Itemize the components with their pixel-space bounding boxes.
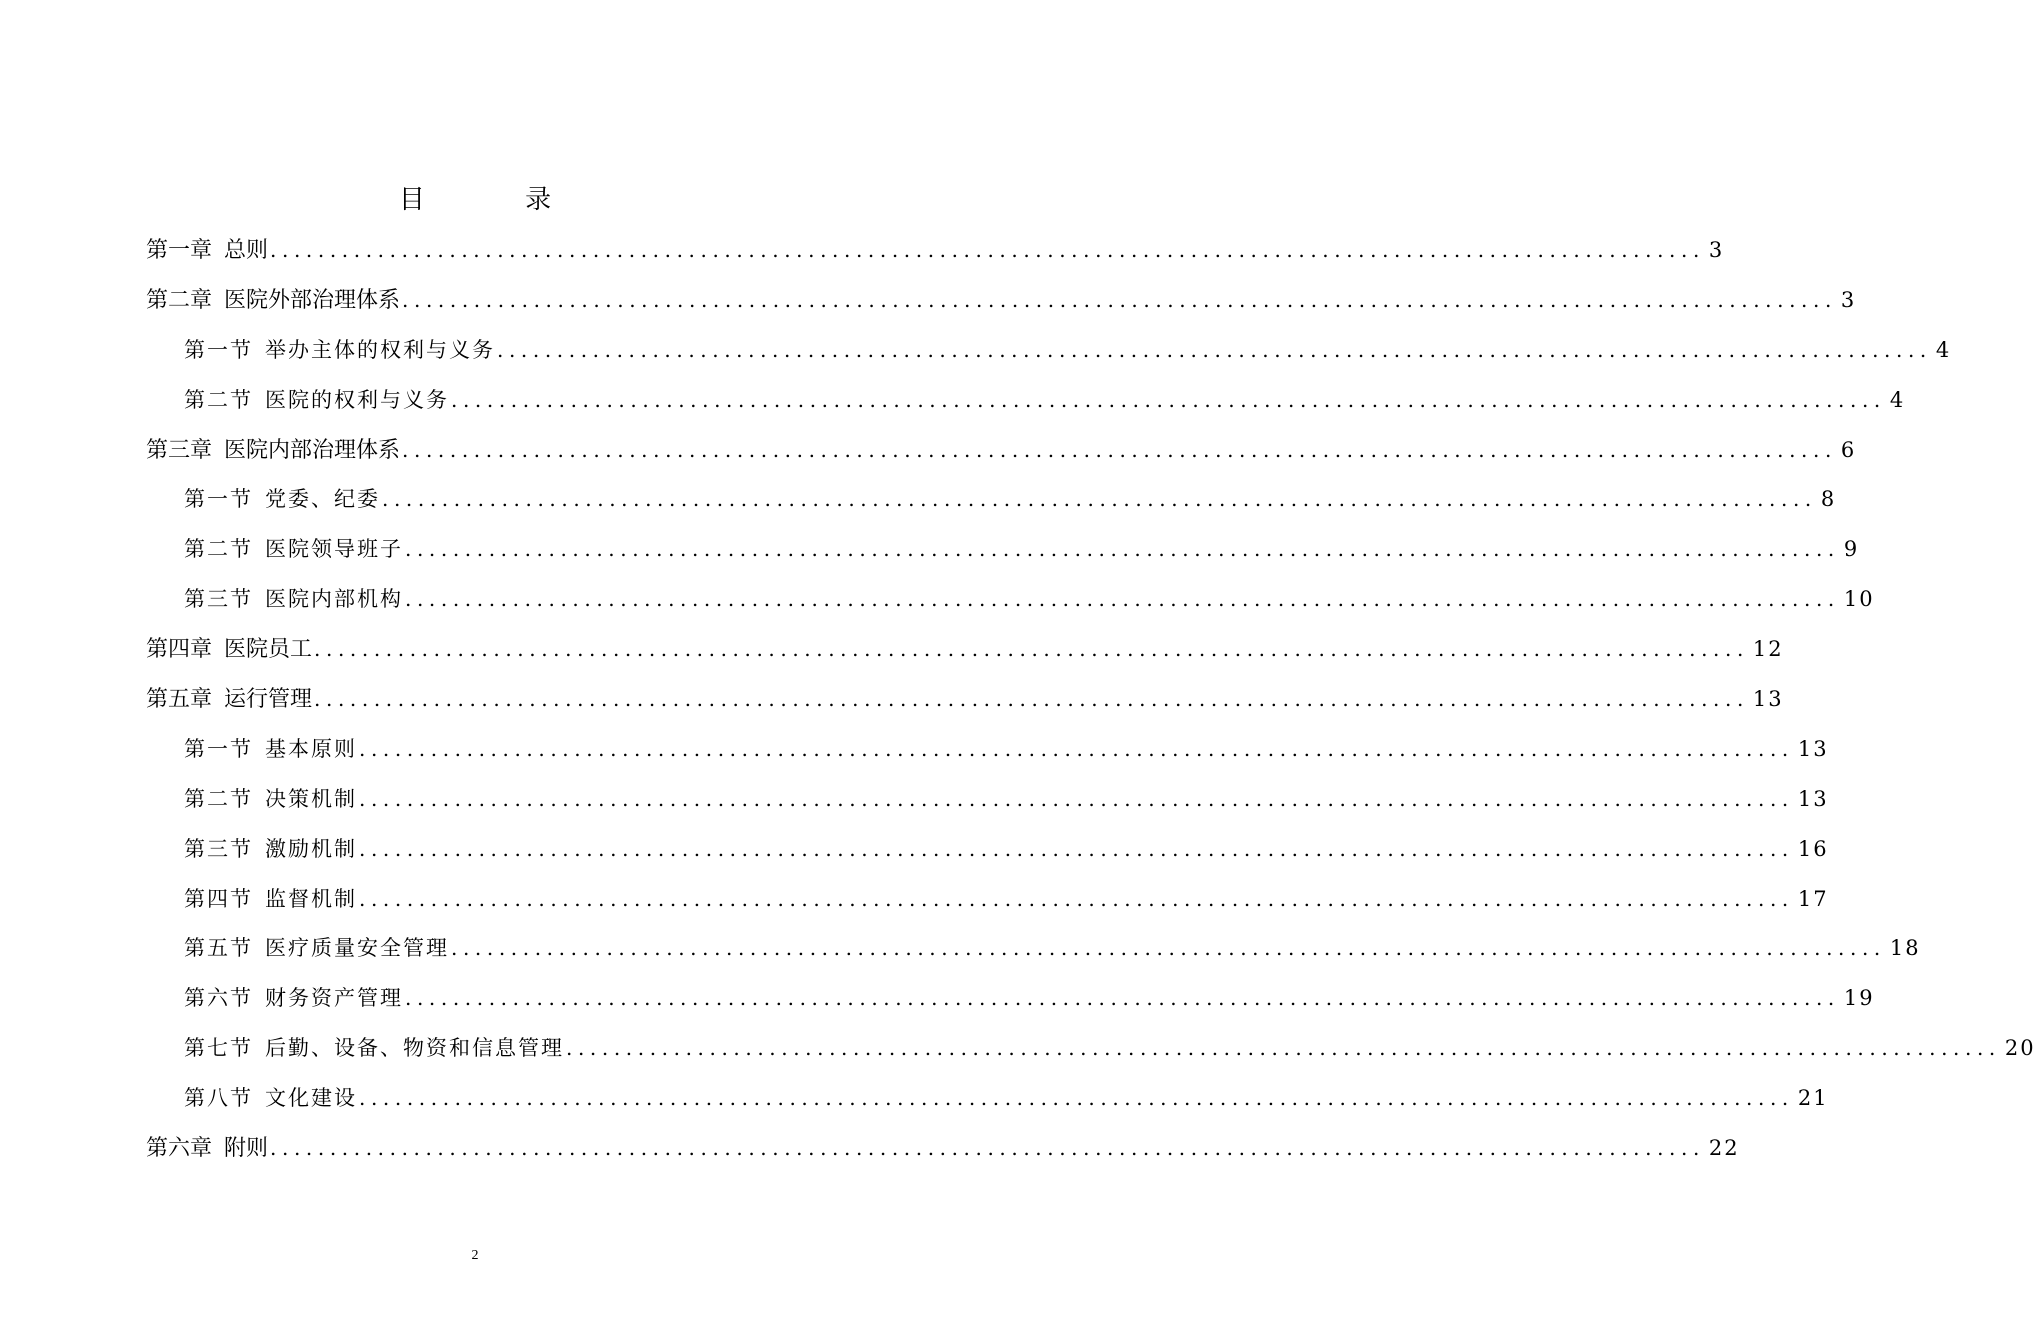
toc-entry-page: 13	[1752, 687, 1784, 712]
dot-leader: ........................................................................................................................	[402, 437, 1837, 462]
toc-entry-text	[146, 1129, 268, 1169]
toc-entry[interactable]	[146, 1128, 1740, 1178]
toc-entry-title: 医院内部机构	[265, 587, 403, 612]
toc-entry[interactable]	[146, 230, 1725, 280]
toc-entry-text	[184, 729, 357, 769]
toc-entry-title: 医院的权利与义务	[265, 387, 449, 412]
dot-leader: ........................................................................................................................	[405, 587, 1840, 612]
toc-entry[interactable]	[146, 779, 1829, 829]
dot-leader: ........................................................................................................................	[497, 337, 1932, 362]
table-of-contents	[146, 230, 2036, 1178]
toc-entry[interactable]	[146, 679, 1784, 729]
toc-entry-text	[184, 779, 357, 819]
toc-entry-page: 13	[1797, 736, 1829, 761]
dot-leader: ........................................................................................................................	[405, 537, 1840, 562]
dot-leader: ........................................................................................................................	[314, 637, 1749, 662]
toc-entry-label: 第二章	[146, 287, 213, 313]
toc-entry-text	[184, 1078, 357, 1118]
toc-entry-title: 医院内部治理体系	[224, 437, 401, 463]
toc-entry-title: 医院员工	[224, 637, 313, 663]
toc-entry-label: 第四章	[146, 637, 213, 663]
toc-entry[interactable]	[146, 330, 1952, 380]
toc-entry-label: 第一章	[146, 238, 213, 263]
toc-entry-page: 9	[1843, 537, 1860, 562]
toc-entry[interactable]	[146, 829, 1829, 879]
toc-entry[interactable]	[146, 380, 1906, 430]
toc-entry-title: 总则	[224, 238, 269, 263]
toc-entry-page: 10	[1843, 587, 1875, 612]
toc-entry-text	[184, 978, 403, 1018]
toc-entry-text	[146, 630, 312, 670]
toc-entry-label: 第六章	[146, 1136, 213, 1162]
toc-entry-label: 第二节	[184, 786, 253, 811]
dot-leader: ........................................................................................................................	[359, 836, 1794, 861]
toc-entry[interactable]	[146, 579, 1875, 629]
dot-leader: ........................................................................................................................	[314, 687, 1749, 712]
toc-entry-label: 第三章	[146, 437, 213, 463]
toc-entry-text	[146, 680, 312, 720]
toc-entry-text	[184, 829, 357, 869]
toc-entry-title: 举办主体的权利与义务	[265, 337, 495, 362]
toc-entry-title: 决策机制	[265, 786, 357, 811]
toc-entry-text	[184, 928, 449, 968]
toc-entry-label: 第五章	[146, 687, 213, 713]
toc-entry[interactable]	[146, 529, 1860, 579]
dot-leader: ........................................................................................................................	[402, 287, 1837, 312]
toc-entry[interactable]	[146, 1078, 1829, 1128]
toc-entry-text	[184, 529, 403, 569]
toc-entry-title: 文化建设	[265, 1086, 357, 1111]
toc-entry[interactable]	[146, 928, 1921, 978]
toc-entry-page: 4	[1889, 387, 1906, 412]
toc-entry-label: 第三节	[184, 587, 253, 612]
toc-entry-title: 党委、纪委	[265, 487, 380, 512]
dot-leader: ........................................................................................................................	[382, 487, 1817, 512]
toc-entry-text	[184, 330, 495, 370]
toc-entry-text	[184, 879, 357, 919]
dot-leader: ........................................................................................................................	[451, 936, 1886, 961]
dot-leader: ........................................................................................................................	[270, 1136, 1705, 1161]
toc-entry[interactable]	[146, 430, 1857, 480]
toc-entry-label: 第八节	[184, 1086, 253, 1111]
dot-leader: ........................................................................................................................	[359, 1086, 1794, 1111]
toc-entry-label: 第三节	[184, 836, 253, 861]
toc-entry-title: 后勤、设备、物资和信息管理	[265, 1036, 564, 1061]
toc-title: 目 录	[398, 185, 598, 215]
page-number: 2	[471, 1248, 479, 1263]
toc-entry-label: 第七节	[184, 1036, 253, 1061]
toc-entry-label: 第五节	[184, 936, 253, 961]
toc-entry-label: 第一节	[184, 487, 253, 512]
dot-leader: ........................................................................................................................	[270, 238, 1705, 262]
toc-entry-label: 第二节	[184, 387, 253, 412]
toc-entry-page: 20	[2004, 1036, 2036, 1061]
toc-entry-page: 3	[1708, 238, 1725, 262]
toc-entry-text	[146, 231, 268, 271]
toc-entry-text	[184, 1028, 564, 1068]
toc-entry-title: 财务资产管理	[265, 986, 403, 1011]
toc-entry-title: 医院外部治理体系	[224, 287, 401, 313]
dot-leader: ........................................................................................................................	[405, 986, 1840, 1011]
toc-entry-label: 第一节	[184, 736, 253, 761]
toc-entry-text	[184, 380, 449, 420]
toc-entry-page: 16	[1797, 836, 1829, 861]
dot-leader: ........................................................................................................................	[451, 387, 1886, 412]
dot-leader: ........................................................................................................................	[359, 886, 1794, 911]
toc-entry-title: 激励机制	[265, 836, 357, 861]
toc-entry[interactable]	[146, 280, 1857, 330]
toc-entry-page: 21	[1797, 1086, 1829, 1111]
toc-entry-page: 18	[1889, 936, 1921, 961]
toc-entry-page: 13	[1797, 786, 1829, 811]
toc-entry-page: 12	[1752, 637, 1784, 662]
toc-entry[interactable]	[146, 978, 1875, 1028]
toc-entry-title: 医院领导班子	[265, 537, 403, 562]
toc-entry-label: 第六节	[184, 986, 253, 1011]
toc-entry-page: 17	[1797, 886, 1829, 911]
toc-entry-page: 22	[1708, 1136, 1740, 1161]
toc-entry[interactable]	[146, 479, 1837, 529]
toc-entry-label: 第四节	[184, 886, 253, 911]
toc-entry[interactable]	[146, 1028, 2036, 1078]
toc-entry-page: 3	[1840, 287, 1857, 312]
toc-entry-text	[184, 479, 380, 519]
toc-entry-title: 监督机制	[265, 886, 357, 911]
dot-leader: ........................................................................................................................	[566, 1036, 2001, 1061]
toc-entry-title: 基本原则	[265, 736, 357, 761]
toc-entry-label: 第二节	[184, 537, 253, 562]
dot-leader: ........................................................................................................................	[359, 786, 1794, 811]
toc-entry[interactable]	[146, 729, 1829, 779]
toc-entry-text	[146, 281, 400, 321]
toc-entry-page: 19	[1843, 986, 1875, 1011]
toc-entry-page: 4	[1935, 337, 1952, 362]
toc-entry[interactable]	[146, 629, 1784, 679]
toc-entry[interactable]	[146, 879, 1829, 929]
toc-entry-page: 6	[1840, 437, 1857, 462]
toc-entry-title: 附则	[224, 1136, 269, 1162]
toc-entry-text	[146, 431, 400, 471]
toc-entry-text	[184, 579, 403, 619]
dot-leader: ........................................................................................................................	[359, 736, 1794, 761]
toc-entry-title: 医疗质量安全管理	[265, 936, 449, 961]
toc-entry-page: 8	[1820, 487, 1837, 512]
toc-entry-title: 运行管理	[224, 687, 313, 713]
toc-entry-label: 第一节	[184, 337, 253, 362]
